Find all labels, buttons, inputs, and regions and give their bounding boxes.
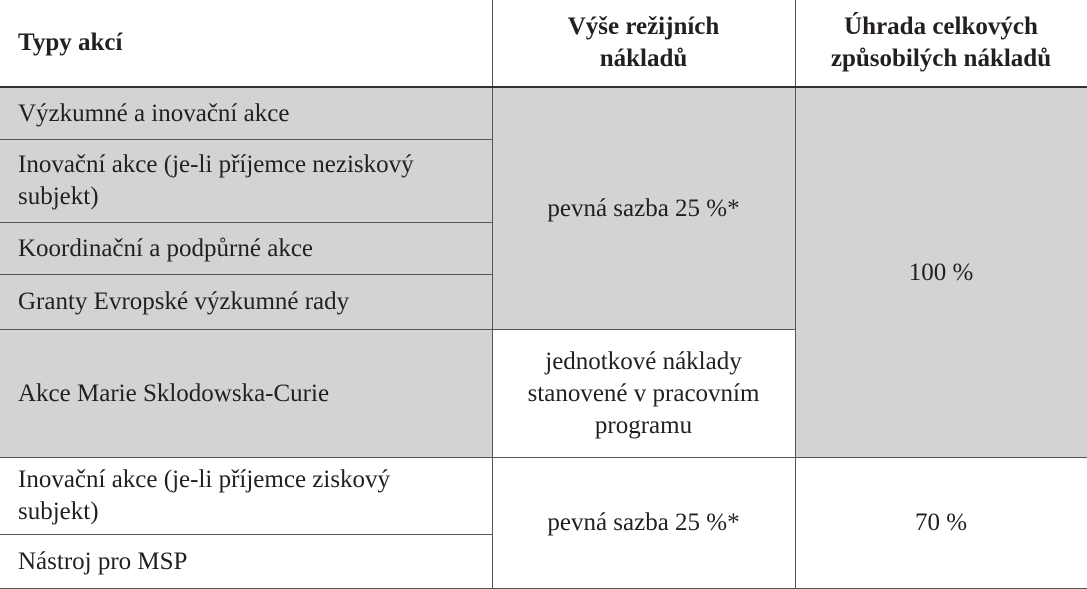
action-type-cell: Inovační akce (je-li příjemce ziskový subjekt): [0, 458, 492, 535]
header-overhead-costs: Výše režijních nákladů: [492, 0, 795, 87]
reimbursement-70-cell: 70 %: [795, 458, 1087, 589]
reimbursement-100-cell: 100 %: [795, 87, 1087, 458]
table-row: [0, 87, 1087, 140]
table-row: [0, 458, 1087, 535]
action-type-cell: Inovační akce (je-li příjemce neziskový subjekt): [0, 140, 492, 223]
action-type-cell: Granty Evropské výzkumné rady: [0, 275, 492, 330]
action-type-cell: Výzkumné a inovační akce: [0, 87, 492, 140]
header-action-types: Typy akcí: [0, 0, 492, 87]
header-row: [0, 0, 1087, 87]
overhead-flat-rate-cell: pevná sazba 25 %*: [492, 458, 795, 589]
action-type-cell: Koordinační a podpůrné akce: [0, 223, 492, 275]
overhead-unit-costs-cell: jednotkové náklady stanovené v pracovním programu: [492, 330, 795, 458]
overhead-flat-rate-cell: pevná sazba 25 %*: [492, 87, 795, 330]
action-type-cell: Akce Marie Sklodowska-Curie: [0, 330, 492, 458]
action-type-cell: Nástroj pro MSP: [0, 535, 492, 589]
header-reimbursement: Úhrada celkových způsobilých nákladů: [795, 0, 1087, 87]
